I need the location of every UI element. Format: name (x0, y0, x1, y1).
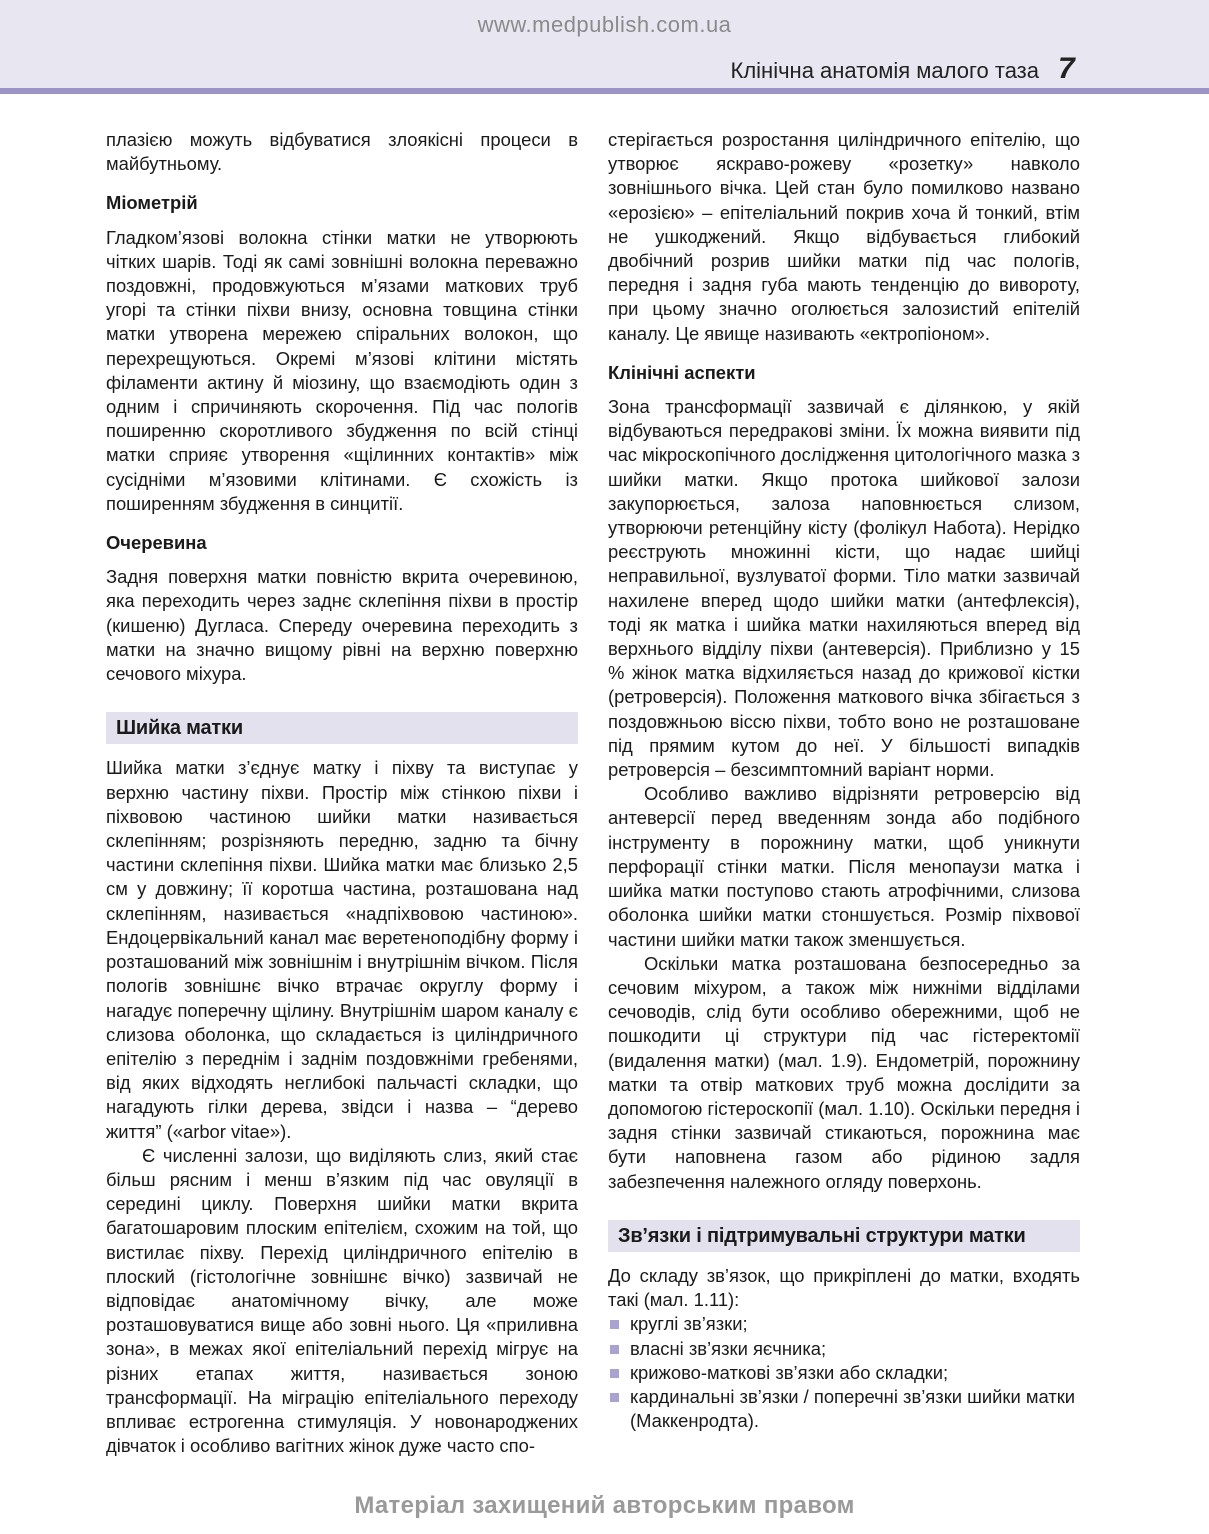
section-heading-cervix: Шийка матки (106, 712, 578, 744)
paragraph: Оскільки матка розташована безпосередньо за сечовим міхуром, а також між нижніми відділами сечоводів, слід бути особливо обережними, щоб не пошкодити ці структури під час гістеректомії (видалення матки) (мал. 1.9). Ендометрій, порожнину матки та отвір маткових труб можна дослідити за допомогою гістероскопії (мал. 1.10). Оскільки передня і задня стінки зазвичай стикаються, порожнина має бути наповнена газом або рідиною задля забезпечення належного огляду поверхонь. (608, 952, 1081, 1192)
site-watermark: www.medpublish.com.ua (477, 12, 732, 37)
running-head: Клінічна анатомія малого таза (730, 58, 1039, 83)
section-heading-myometrium: Міометрій (106, 192, 198, 214)
page-number: 7 (1058, 52, 1075, 85)
paragraph: Є численні залози, що виділяють слиз, який стає більш рясним і менш в’язким під час овуляції в середині циклу. Поверхня шийки матки вкрита багатошаровим плоским епітелієм, схожим на той, що вистилає піхву. Перехід циліндричного епітелію в плоский (гістологічне зовнішнє вічко) зазвичай не відповідає анатомічному вічку, але може розташовуватися вище або зовні нього. Ця «приливна зона», в межах якої епітеліальний перехід мігрує на різних етапах життя, називається зоною трансформації. На міграцію епітеліального переходу впливає естрогенна стимуляція. У новонароджених дівчаток і особливо вагітних жінок дуже часто спо- (106, 1144, 578, 1457)
copyright-watermark: Матеріал захищений авторським правом (354, 1492, 855, 1519)
paragraph: Особливо важливо відрізняти ретроверсію від антеверсії перед введенням зонда або подібного інструменту в порожнину матки, щоб уникнути перфорації стінки матки. Після менопаузи матка і шийка матки поступово стають атрофічними, слизова оболонка шийки матки стоншується. Розмір піхвової частини шийки матки також зменшується. (608, 783, 1080, 950)
paragraph: До складу зв’язок, що прикріплені до матки, входять такі (мал. 1.11): (608, 1264, 1080, 1311)
left-column (106, 128, 578, 1458)
right-column (608, 128, 1080, 1433)
list-item: крижово-маткові зв’язки або складки; (608, 1361, 1080, 1385)
list-item: круглі зв’язки; (608, 1312, 1080, 1336)
paragraph: Задня поверхня матки повністю вкрита очеревиною, яка переходить через заднє склепіння піхви в простір (кишеню) Дугласа. Спереду очеревина переходить з матки на значно вищому рівні на верхню поверхню сечового міхура. (106, 566, 578, 685)
paragraph: Гладком’язові волокна стінки матки не утворюють чітких шарів. Тоді як самі зовнішні волокна переважно поздовжні, продовжуються м’язами маткових труб угорі та стінки піхви внизу, основна товщина стінки матки утворена мережею спіральних волокон, що перехрещуються. Окремі м’язові клітини містять філаменти актину й міозину, що взаємодіють один з одним і спричиняють скорочення. Під час пологів поширенню скоротливого збудження по всій стінці матки сприяє утворення «щілинних контактів» між сусідніми м’язовими клітинами. Є схожість із поширенням збудження в синцитії. (106, 226, 578, 514)
section-heading-peritoneum: Очеревина (106, 532, 207, 554)
section-heading-ligaments: Зв’язки і підтримувальні структури матки (608, 1220, 1080, 1252)
list-item: кардинальні зв’язки / поперечні зв’язки шийки матки (Маккенродта). (608, 1385, 1080, 1433)
paragraph: Зона трансформації зазвичай є ділянкою, у якій відбуваються передракові зміни. Їх можна виявити під час мікроскопічного дослідження цитологічного мазка з шийки матки. Якщо протока шийкової залози закупорюється, залоза наповнюється слизом, утворюючи ретенційну кісту (фолікул Набота). Нерідко реєструють множинні кісти, що надає шийці неправильної, вузлуватої форми. Тіло матки зазвичай нахилене вперед щодо шийки матки (антефлексія), тоді як матка і шийка матки нахиляються вперед від верхнього відділу піхви (антеверсія). Приблизно у 15 % жінок матка відхиляється назад до крижової кістки (ретроверсія). Положення маткового вічка збігається з поздовжньою віссю піхви, тобто воно не розташоване під прямим кутом до неї. У більшості випадків ретроверсія – безсимптомний варіант норми. (608, 396, 1081, 781)
section-heading-clinical: Клінічні аспекти (608, 361, 756, 383)
header-rule (0, 88, 1209, 94)
paragraph: плазією можуть відбуватися злоякісні процеси в майбутньому. (106, 129, 578, 175)
ligaments-list (608, 1312, 1080, 1433)
list-item: власні зв’язки яєчника; (608, 1337, 1080, 1361)
paragraph: Шийка матки з’єднує матку і піхву та виступає у верхню частину піхви. Простір між стінкою піхви і піхвовою частиною шийки матки називається склепінням; розрізняють передню, задню та бічну частини склепіння піхви. Шийка матки має близько 2,5 см у довжину; її коротша частина, розташована над склепінням, називається «надпіхвовою частиною». Ендоцервікальний канал має веретеноподібну форму і розташований між зовнішнім і внутрішнім вічком. Після пологів зовнішнє вічко втрачає округлу форму і нагадує поперечну щілину. Внутрішнім шаром каналу є слизова оболонка, що складається із циліндричного епітелію з переднім і заднім поздовжніми гребенями, від яких відходять неглибокі пальчасті складки, що нагадують гілки дерева, звідси і назва – “дерево життя” («arbor vitae»). (106, 757, 578, 1142)
paragraph: стерігається розростання циліндричного епітелію, що утворює яскраво-рожеву «розетку» навколо зовнішнього вічка. Цей стан було помилково названо «ерозією» – епітеліальний покрив хоча й тонкий, втім не ушкоджений. Якщо відбувається глибокий двобічний розрив шийки матки під час пологів, передня і задня губа мають тенденцію до вивороту, при цьому значно оголюється залозистий епітелій каналу. Це явище називають «ектропіоном». (608, 129, 1080, 344)
